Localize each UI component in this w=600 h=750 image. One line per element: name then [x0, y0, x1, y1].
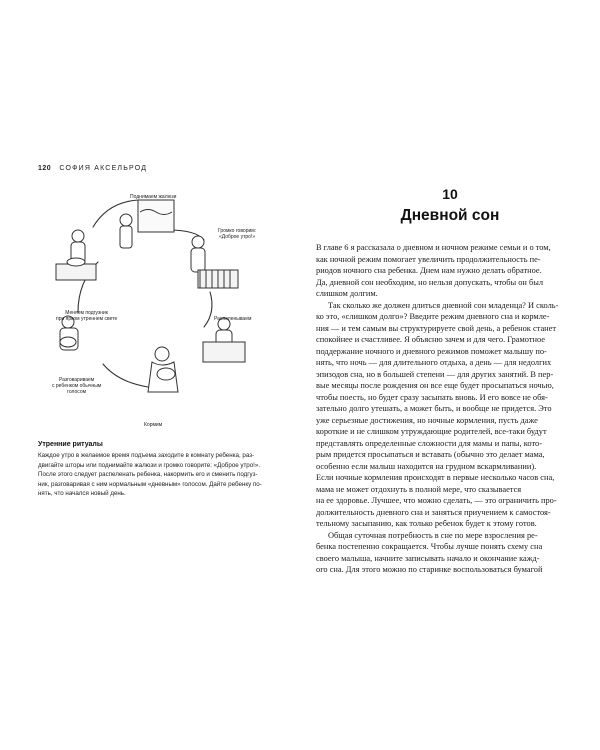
caption-line: двигайте шторы или поднимайте жалюзи и громко говорите: «Доброе утро!». [38, 461, 261, 469]
label-greeting: Громко говорим: «Доброе утро!» [218, 228, 257, 240]
body-line: ко это, «слишком долго»? Введите режим дневного сна и кормле- [316, 312, 550, 321]
body-line: на ее здоровье. Лучшее, что можно сделать, — это ограничить про- [316, 496, 557, 505]
caption-body [38, 451, 264, 499]
body-line: нять, что ночь — для длительного отдыха, а день — для недолгих [316, 358, 552, 367]
body-line: Общая суточная потребность в сне по мере взросления ре- [328, 530, 538, 540]
body-line: тельному засыпанию, как только ребенок будет к этому готов. [316, 519, 537, 528]
body-line: уже серьезные достижения, но ночные кормления, пусть даже [316, 415, 538, 425]
author-name: СОФИЯ АКСЕЛЬРОД [59, 165, 148, 172]
body-line: поддержание ночного и дневного режимов поможет малышу по- [316, 346, 547, 356]
arrow-3 [103, 364, 148, 387]
body-line: эпизодов сна, но в большей степени — для других занятий. В пер- [316, 369, 554, 379]
body-line: вые месяцы после рождения он все еще будет просыпаться ночью, [316, 381, 554, 390]
body-line: зательно долго утешать, а может быть, и вообще не придется. Это [316, 404, 552, 413]
body-line: В главе 6 я рассказала о дневном и ночном режиме семьи и о том, [316, 243, 551, 252]
body-line: как ночной режим помогает увеличить продолжительность пе- [316, 254, 541, 264]
page-number: 120 [38, 165, 52, 172]
body-line: короткие и не слишком утруждающие родителей, все-таки будут [316, 427, 547, 436]
body-line: бенка постепенно сокращается. Чтобы лучше понять схему сна [316, 542, 543, 551]
label-blinds: Поднимаем жалюзи [130, 194, 177, 200]
diaper-scene [56, 230, 96, 280]
feeding-scene [148, 347, 178, 392]
morning-ritual-illustration [38, 182, 278, 432]
body-line: слишком долгим. [316, 289, 378, 298]
greeting-scene [191, 236, 238, 288]
body-line: Если ночные кормления происходят в первые несколько часов сна, [316, 473, 555, 482]
chapter-title: Дневной сон [400, 207, 500, 224]
body-line: спокойнее и счастливее. Я объясню зачем и для чего. Грамотное [316, 335, 546, 344]
body-line: рым придется просыпаться и вставать (обычно это делает мама, [316, 450, 545, 459]
body-line: представлять определенные сложности для мамы и папы, кото- [316, 438, 542, 448]
caption-title: Утренние ритуалы [38, 441, 103, 448]
label-talk: Разговариваем с ребенком обычным голосом [52, 377, 102, 395]
body-line: Да, дневной сон необходим, но нельзя допускать, чтобы он был [316, 277, 544, 287]
caption-line: нять, что начался новый день. [38, 490, 126, 498]
label-feed: Кормим [144, 422, 163, 428]
body-line: чтобы поесть, но будет сразу засыпать вновь. И его вовсе не обя- [316, 392, 548, 402]
caption-line: Каждое утро в желаемое время подъема заходите в комнату ребенка, раз- [38, 452, 255, 459]
chapter-number: 10 [442, 186, 458, 202]
window-scene [120, 200, 174, 248]
running-header [38, 165, 147, 172]
body-line: риодов ночного сна ребенка. Днем нам нужно делать обратное. [316, 266, 542, 275]
body-line: особенно если малыш находится на грудном вскармливании). [316, 461, 537, 471]
arrow-2 [204, 292, 212, 327]
caption-line: После этого следует распеленать ребенка, накормить его и сменить подгуз- [38, 471, 258, 479]
unswaddle-scene [203, 318, 245, 362]
body-line: должительность дневного сна и заняться приучением к самостоя- [316, 507, 551, 517]
body-line: мама не может отдохнуть в полной мере, что сказывается [316, 484, 522, 494]
label-diaper: Меняем подгузник при ярком утреннем свете [56, 310, 118, 322]
body-line: ого сна. Для этого можно по старинке воспользоваться бумагой [316, 565, 543, 574]
right-page [300, 0, 600, 750]
body-line: своего малыша, начните записывать начало и окончание кажд- [316, 553, 540, 563]
body-line: Так сколько же должен длиться дневной сон младенца? И сколь- [328, 300, 559, 310]
chapter-body-text [316, 242, 578, 576]
body-line: ния — и тем самым вы структурируете свой день, а ребенок станет [316, 323, 557, 333]
label-unswaddle: Распеленываем [214, 316, 252, 322]
caption-line: ник, разговаривая с ним нормальным «дневным» голосом. Дайте ребенку по- [38, 480, 262, 488]
